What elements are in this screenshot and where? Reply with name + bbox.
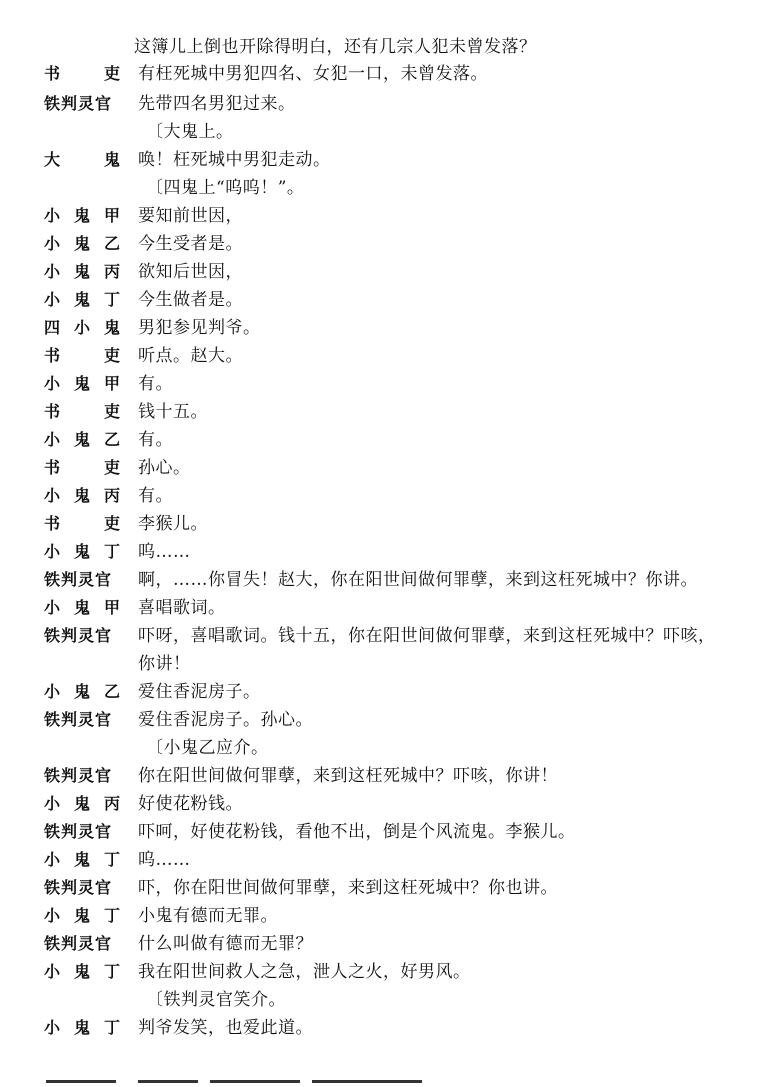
speaker-name: 小 鬼 丁 (44, 962, 120, 981)
speaker-name: 四 小 鬼 (44, 318, 120, 337)
dialogue-text: 有。 (138, 486, 173, 506)
script-line (0, 958, 772, 986)
speaker-name: 铁 判 灵 官 (44, 878, 113, 897)
script-line (0, 286, 772, 314)
cut-off-line (40, 1074, 440, 1087)
speaker-name: 书 吏 (44, 402, 120, 421)
script-line (0, 706, 772, 734)
speaker-name: 书 吏 (44, 514, 120, 533)
script-line (0, 258, 772, 286)
speaker-name: 小 鬼 甲 (44, 598, 120, 617)
dialogue-text: 李猴儿。 (138, 514, 208, 534)
speaker-name: 铁 判 灵 官 (44, 822, 113, 841)
speaker-name: 小 鬼 乙 (44, 430, 120, 449)
script-line (0, 454, 772, 482)
speaker-name: 小 鬼 丁 (44, 850, 120, 869)
dialogue-text: 判爷发笑，也爱此道。 (138, 1018, 313, 1038)
continuation-text: 这簿儿上倒也开除得明白，还有几宗人犯未曾发落？ (134, 37, 537, 57)
speaker-name: 小 鬼 丙 (44, 486, 120, 505)
dialogue-text: 先带四名男犯过来。 (138, 94, 296, 114)
stage-direction: 〔小鬼乙应介。 (146, 738, 269, 758)
script-line (0, 398, 772, 426)
dialogue-text: 今生做者是。 (138, 290, 243, 310)
dialogue-text: 爱住香泥房子。 (138, 682, 261, 702)
dialogue-text: 男犯参见判爷。 (138, 318, 261, 338)
dialogue-text: 有枉死城中男犯四名、女犯一口，未曾发落。 (138, 64, 488, 84)
speaker-name: 铁 判 灵 官 (44, 934, 113, 953)
script-line (0, 90, 772, 118)
stage-direction: 〔铁判灵官笑介。 (146, 990, 286, 1010)
speaker-name: 小 鬼 丁 (44, 290, 120, 309)
dialogue-text: 啊，……你冒失！赵大，你在阳世间做何罪孽，来到这枉死城中？你讲。 (138, 570, 698, 590)
script-line (0, 342, 772, 370)
stage-direction: 〔四鬼上“呜呜！”。 (146, 178, 305, 198)
script-line (0, 874, 772, 902)
dialogue-text: 要知前世因， (138, 206, 243, 226)
dialogue-text: 吓，你在阳世间做何罪孽，来到这枉死城中？你也讲。 (138, 878, 558, 898)
script-line (0, 790, 772, 818)
dialogue-text: 唤！枉死城中男犯走动。 (138, 150, 331, 170)
speaker-name: 铁 判 灵 官 (44, 626, 113, 645)
dialogue-text: 喜唱歌词。 (138, 598, 226, 618)
dialogue-text: 呜…… (138, 542, 191, 562)
script-line (0, 538, 772, 566)
speaker-name: 书 吏 (44, 346, 120, 365)
script-line (0, 678, 772, 706)
speaker-name: 小 鬼 丁 (44, 1018, 120, 1037)
dialogue-text: 欲知后世因， (138, 262, 243, 282)
script-line (0, 566, 772, 594)
speaker-name: 小 鬼 丙 (44, 794, 120, 813)
dialogue-text: 什么叫做有德而无罪？ (138, 934, 313, 954)
dialogue-text: 小鬼有德而无罪。 (138, 906, 278, 926)
dialogue-text: 吓呵，好使花粉钱，看他不出，倒是个风流鬼。李猴儿。 (138, 822, 576, 842)
script-line (0, 426, 772, 454)
dialogue-text: 孙心。 (138, 458, 191, 478)
speaker-name: 铁 判 灵 官 (44, 570, 113, 589)
speaker-name: 铁 判 灵 官 (44, 94, 113, 113)
speaker-name: 小 鬼 丙 (44, 262, 120, 281)
script-line (0, 370, 772, 398)
script-line (0, 202, 772, 230)
speaker-name: 小 鬼 甲 (44, 374, 120, 393)
script-line (0, 930, 772, 958)
dialogue-text: 钱十五。 (138, 402, 208, 422)
speaker-name: 小 鬼 乙 (44, 682, 120, 701)
dialogue-text: 有。 (138, 430, 173, 450)
speaker-name: 铁 判 灵 官 (44, 710, 113, 729)
dialogue-text: 有。 (138, 374, 173, 394)
script-line (0, 818, 772, 846)
script-line (0, 314, 772, 342)
script-line (0, 174, 772, 202)
dialogue-text: 吓呀，喜唱歌词。钱十五，你在阳世间做何罪孽，来到这枉死城中？吓咳， (138, 626, 716, 646)
speaker-name: 小 鬼 乙 (44, 234, 120, 253)
dialogue-text: 今生受者是。 (138, 234, 243, 254)
speaker-name: 大 鬼 (44, 150, 120, 169)
script-line (0, 594, 772, 622)
dialogue-text: 呜…… (138, 850, 191, 870)
script-line (0, 118, 772, 146)
speaker-name: 小 鬼 甲 (44, 206, 120, 225)
script-line (0, 230, 772, 258)
speaker-name: 小 鬼 丁 (44, 906, 120, 925)
script-line (0, 986, 772, 1014)
script-line (0, 146, 772, 174)
script-line (0, 846, 772, 874)
dialogue-text: 好使花粉钱。 (138, 794, 243, 814)
script-line (0, 482, 772, 510)
stage-direction: 〔大鬼上。 (146, 122, 234, 142)
script-line (0, 650, 772, 678)
dialogue-text: 爱住香泥房子。孙心。 (138, 710, 313, 730)
script-line (0, 762, 772, 790)
speaker-name: 书 吏 (44, 64, 120, 83)
script-line (0, 902, 772, 930)
dialogue-text: 我在阳世间救人之急，泄人之火，好男风。 (138, 962, 471, 982)
script-line (0, 734, 772, 762)
speaker-name: 铁 判 灵 官 (44, 766, 113, 785)
script-line (0, 510, 772, 538)
script-line (0, 60, 772, 88)
speaker-name: 小 鬼 丁 (44, 542, 120, 561)
continuation-text: 你讲！ (138, 654, 191, 674)
dialogue-text: 你在阳世间做何罪孽，来到这枉死城中？吓咳，你讲！ (138, 766, 558, 786)
script-line (0, 1014, 772, 1042)
dialogue-text: 听点。赵大。 (138, 346, 243, 366)
speaker-name: 书 吏 (44, 458, 120, 477)
script-line (0, 622, 772, 650)
script-line (0, 33, 772, 61)
